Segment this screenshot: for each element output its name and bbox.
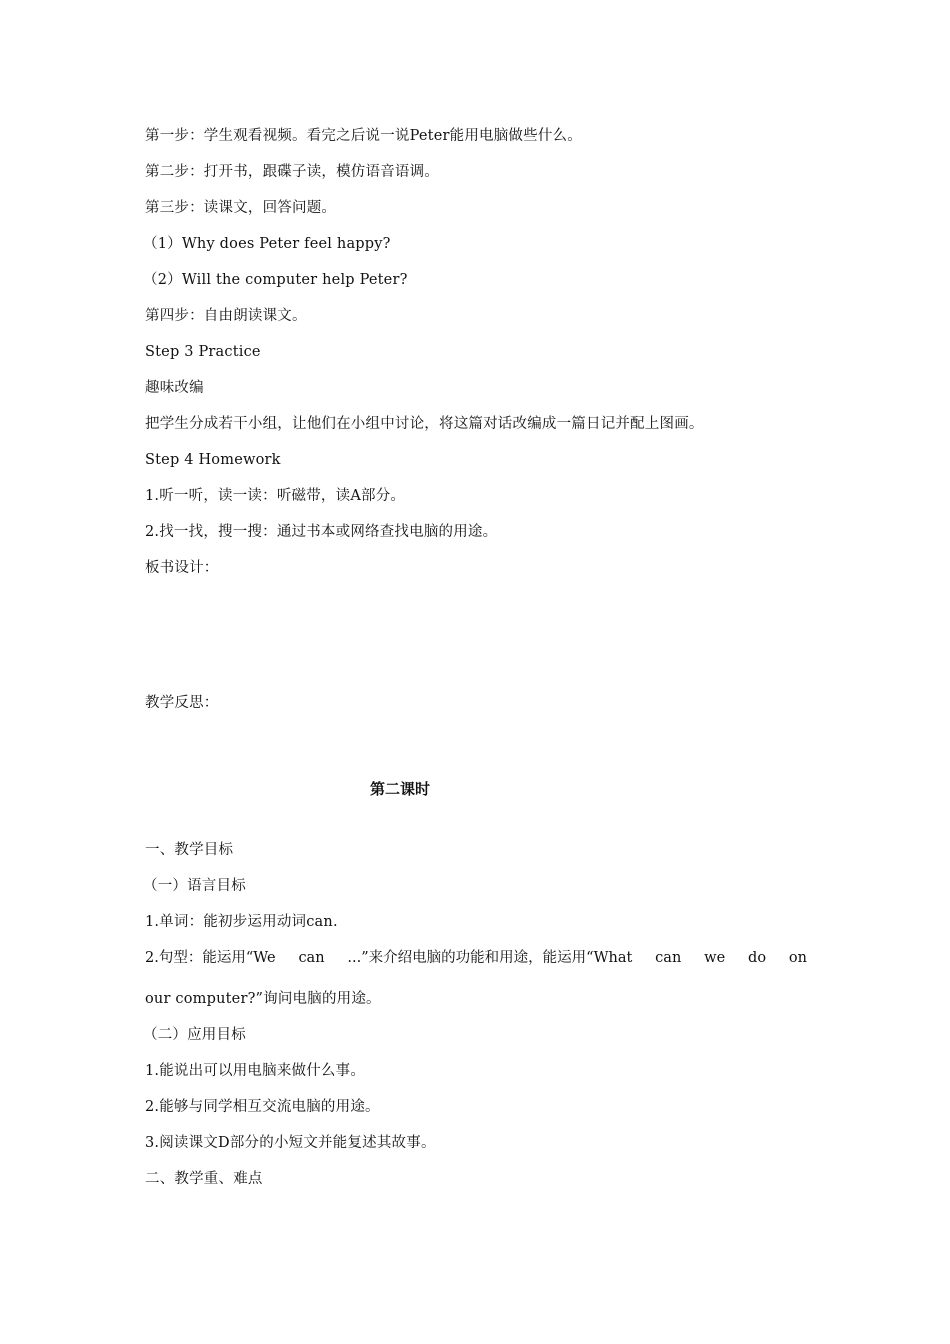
board-design-label: 板书设计：: [145, 560, 219, 576]
sentence-goal: [145, 948, 807, 968]
sentence-goal-word: can: [298, 950, 325, 966]
sentence-goal-word: we: [704, 950, 726, 966]
sentence-goal-word: do: [748, 950, 767, 966]
lesson-2-title: 第二课时: [370, 780, 431, 798]
sentence-goal-word: 2.句型：能运用“We: [145, 950, 276, 966]
application-goal-1: 1.能说出可以用电脑来做什么事。: [145, 1063, 366, 1079]
application-goal-2: 2.能够与同学相互交流电脑的用途。: [145, 1099, 380, 1115]
reflection-label: 教学反思：: [145, 695, 219, 711]
step-2-text: 第二步：打开书，跟碟子读，模仿语音语调。: [145, 164, 439, 180]
sentence-goal-continued: our computer?”询问电脑的用途。: [145, 991, 381, 1007]
application-goal-3: 3.阅读课文D部分的小短文并能复述其故事。: [145, 1135, 436, 1151]
sentence-goal-word: can: [655, 950, 682, 966]
objectives-heading: 一、教学目标: [145, 842, 234, 858]
practice-heading: Step 3 Practice: [145, 344, 261, 360]
sentence-goal-word: ...”来介绍电脑的功能和用途，能运用“What: [347, 950, 633, 966]
homework-item-1: 1.听一听，读一读：听磁带，读A部分。: [145, 488, 406, 504]
step-3-text: 第三步：读课文，回答问题。: [145, 200, 337, 216]
practice-text: 把学生分成若干小组，让他们在小组中讨论，将这篇对话改编成一篇日记并配上图画。: [145, 416, 704, 432]
step-4-text: 第四步：自由朗读课文。: [145, 308, 307, 324]
question-2: （2）Will the computer help Peter?: [143, 272, 408, 288]
homework-item-2: 2.找一找，搜一搜：通过书本或网络查找电脑的用途。: [145, 524, 498, 540]
sentence-goal-word: on: [788, 950, 807, 966]
question-1: （1）Why does Peter feel happy?: [143, 236, 391, 252]
homework-heading: Step 4 Homework: [145, 452, 281, 468]
step-1-text: 第一步：学生观看视频。看完之后说一说Peter能用电脑做些什么。: [145, 128, 582, 144]
application-goal-heading: （二）应用目标: [143, 1027, 246, 1043]
language-goal-heading: （一）语言目标: [143, 878, 246, 894]
practice-title: 趣味改编: [145, 380, 204, 396]
key-points-heading: 二、教学重、难点: [145, 1171, 263, 1187]
vocabulary-goal: 1.单词：能初步运用动词can.: [145, 914, 338, 930]
